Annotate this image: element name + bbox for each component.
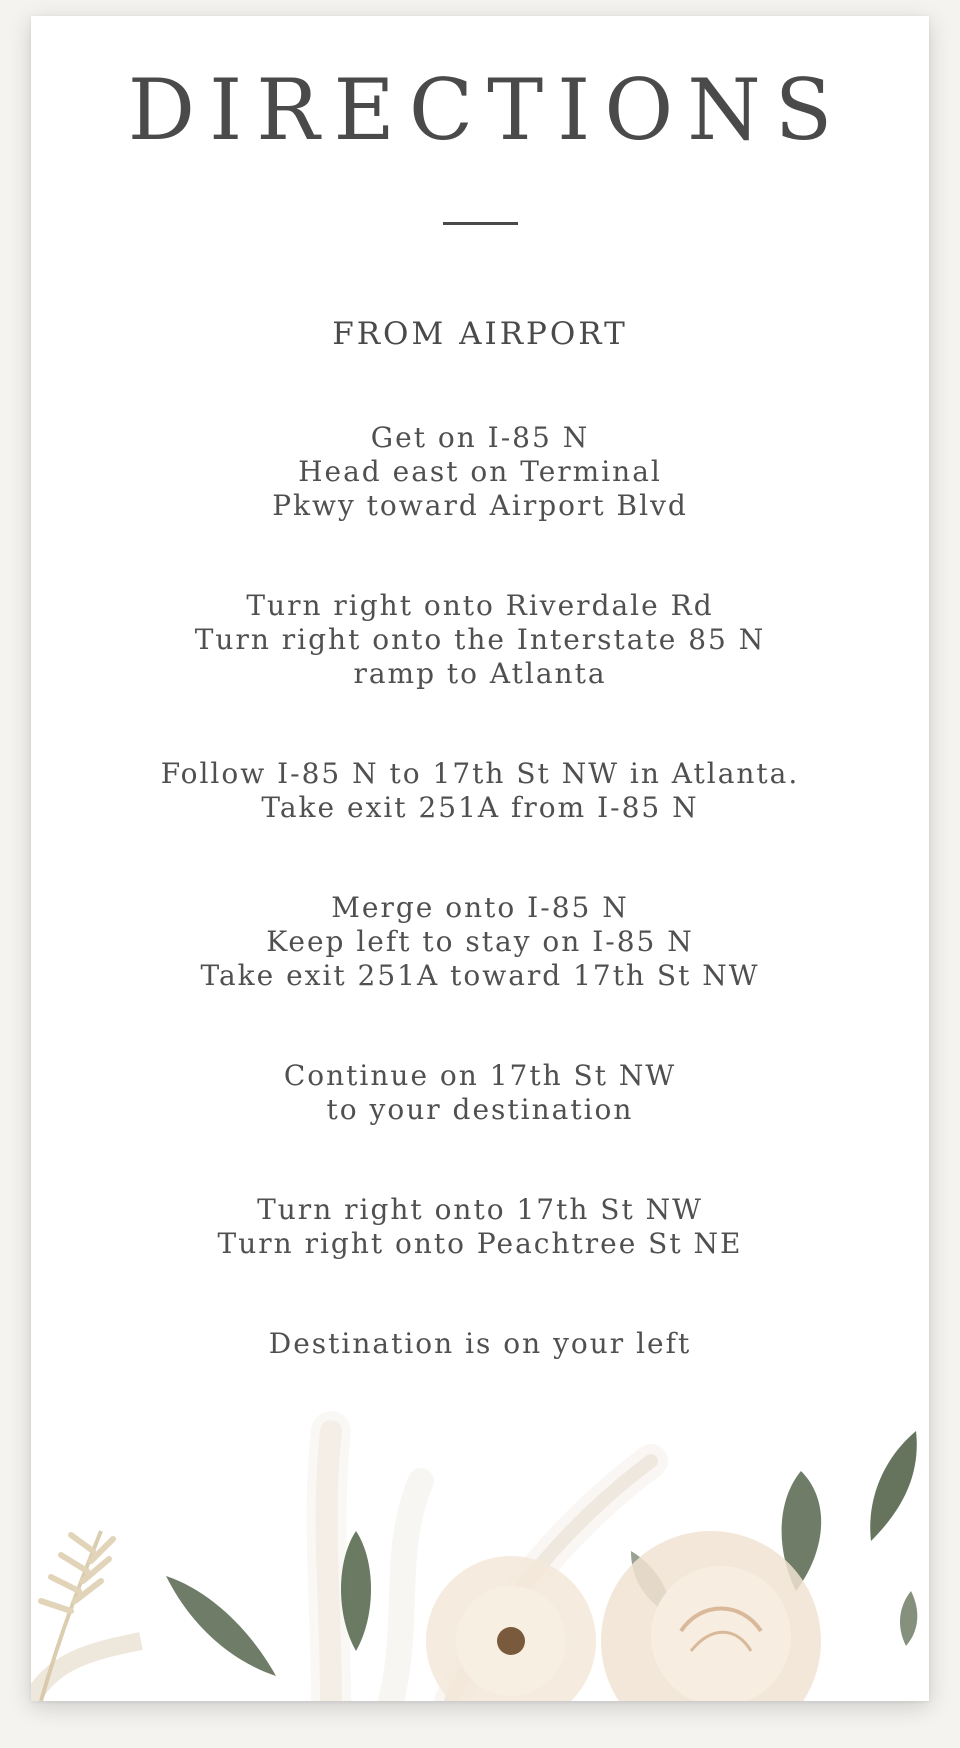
direction-line: Head east on Terminal: [298, 455, 662, 488]
card-subtitle: FROM AIRPORT: [332, 316, 628, 352]
direction-line: Destination is on your left: [268, 1327, 692, 1360]
directions-card: [31, 16, 929, 1701]
direction-line: Turn right onto Riverdale Rd: [246, 589, 714, 622]
direction-line: Continue on 17th St NW: [283, 1059, 677, 1092]
direction-step: [31, 421, 929, 523]
direction-line: Take exit 251A from I-85 N: [261, 791, 699, 824]
direction-line: Follow I-85 N to 17th St NW in Atlanta.: [160, 757, 800, 790]
dried-fern: [31, 1531, 141, 1701]
card-title: DIRECTIONS: [127, 61, 847, 159]
direction-line: Take exit 251A toward 17th St NW: [200, 959, 760, 992]
direction-line: Turn right onto the Interstate 85 N: [194, 623, 766, 656]
direction-step: [31, 757, 929, 825]
direction-step: [31, 1327, 929, 1361]
direction-line: Merge onto I-85 N: [331, 891, 629, 924]
direction-line: Get on I-85 N: [370, 421, 590, 454]
cream-blooms: [426, 1531, 821, 1701]
direction-line: Keep left to stay on I-85 N: [266, 925, 694, 958]
direction-line: Turn right onto 17th St NW: [257, 1193, 703, 1226]
direction-line: Turn right onto Peachtree St NE: [217, 1227, 743, 1260]
direction-line: to your destination: [326, 1093, 634, 1126]
title-divider: [443, 222, 518, 225]
direction-step: [31, 1193, 929, 1261]
floral-illustration: [31, 1401, 929, 1701]
direction-step: [31, 891, 929, 993]
direction-step: [31, 1059, 929, 1127]
direction-line: Pkwy toward Airport Blvd: [272, 489, 688, 522]
direction-line: ramp to Atlanta: [353, 657, 607, 690]
direction-step: [31, 589, 929, 691]
